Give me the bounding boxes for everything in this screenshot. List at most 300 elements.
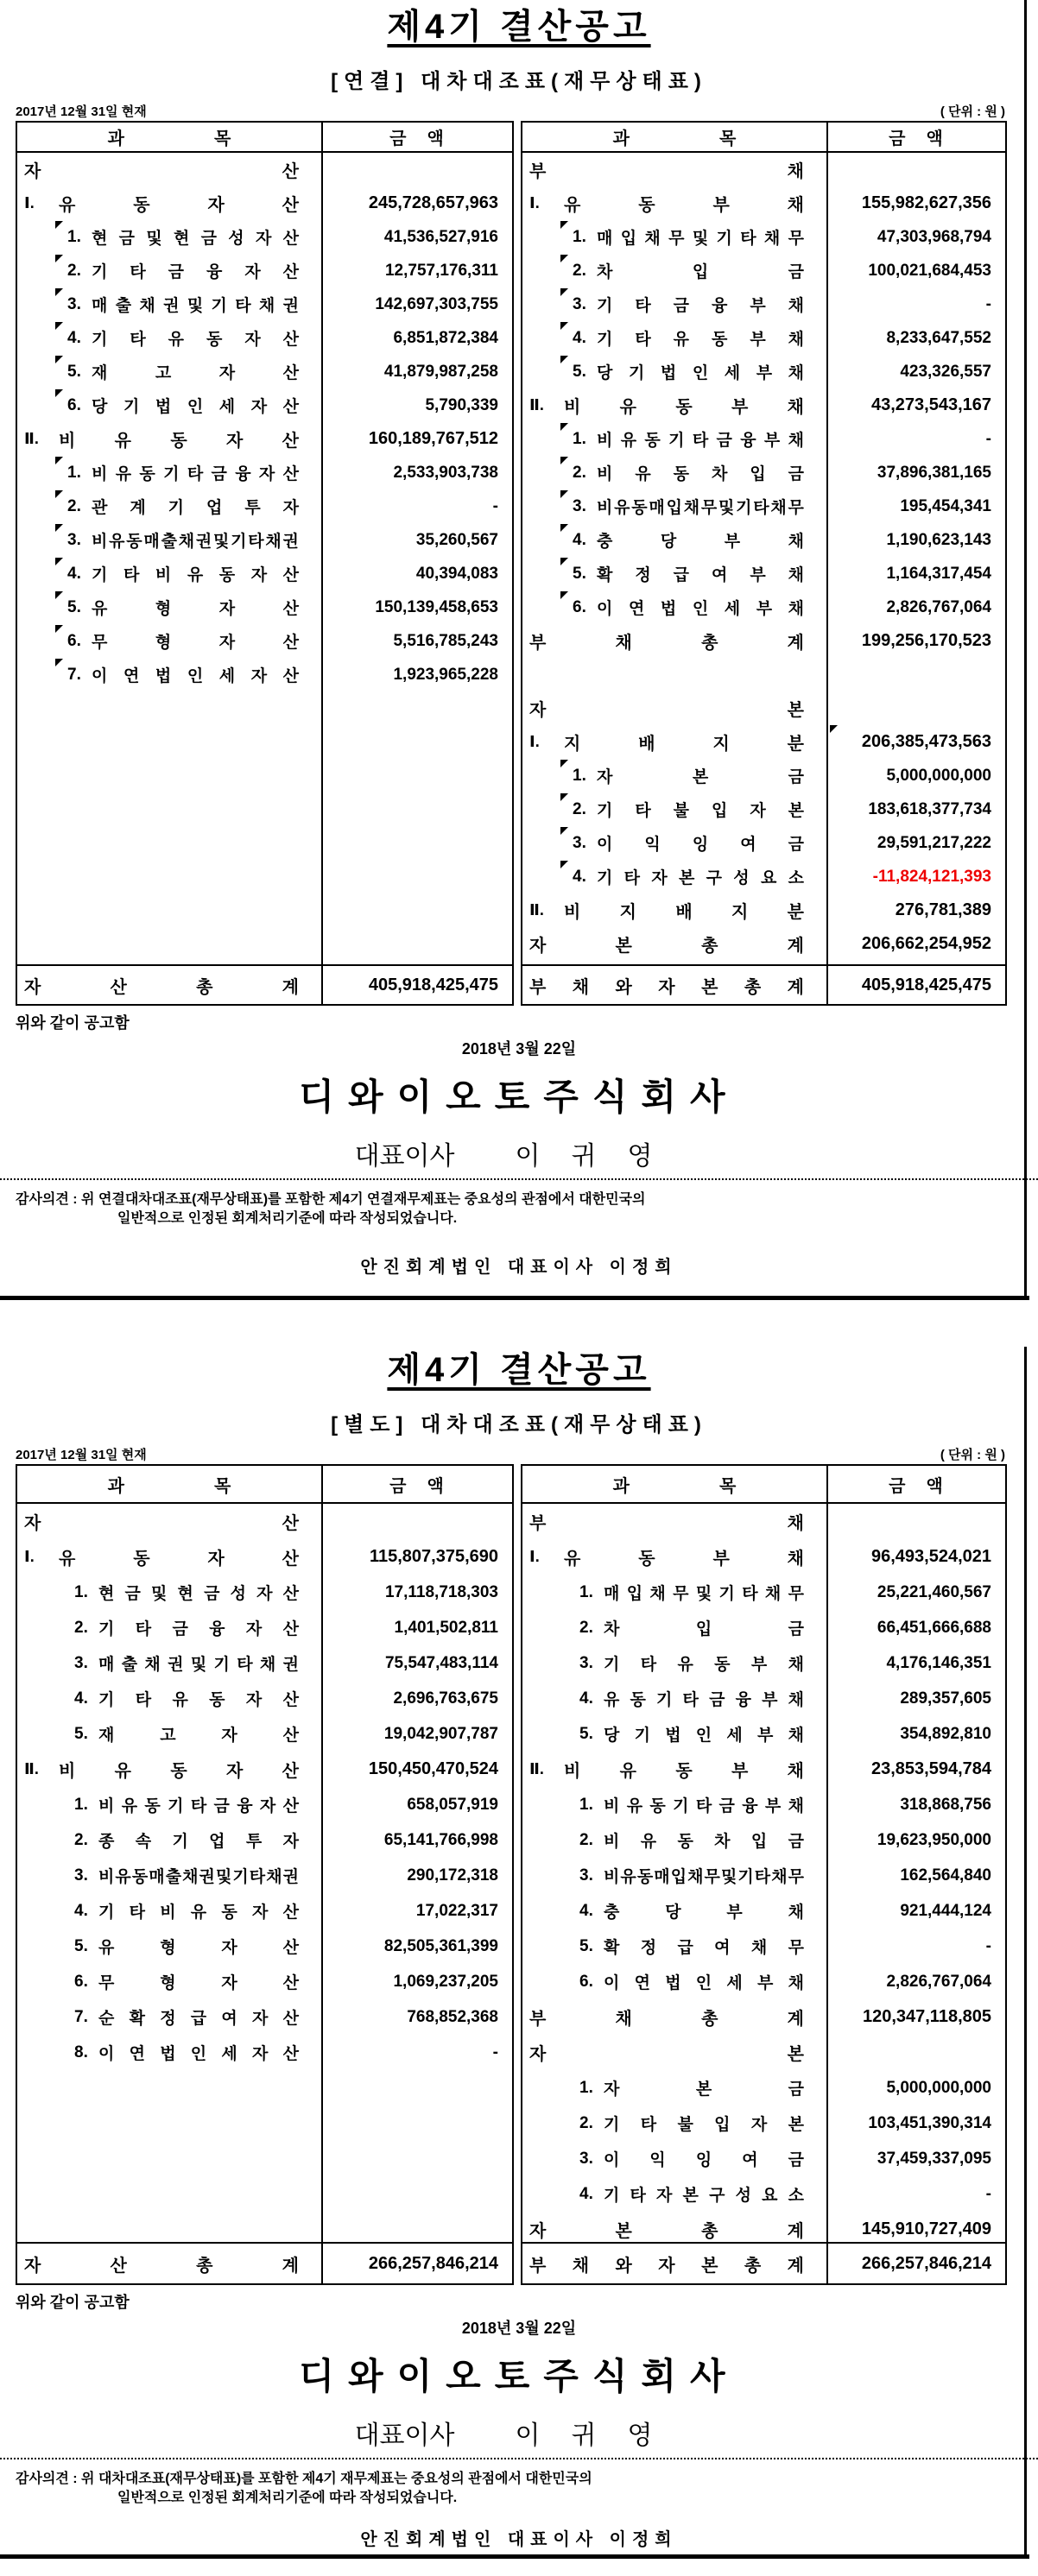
item-number: 3. <box>67 530 81 549</box>
item-cell <box>522 2035 826 2070</box>
table-row <box>522 489 1005 523</box>
item-cell <box>17 1964 321 1999</box>
print-artifact-tick <box>560 423 568 431</box>
account-label: 매 입 채 무 및 기 타 채 무 <box>604 1585 804 1603</box>
item-number: 4. <box>74 1901 88 1920</box>
account-label: 자 산 <box>24 162 299 181</box>
amount-value: 768,852,368 <box>407 2007 498 2026</box>
amount-value: 75,547,483,114 <box>384 1653 498 1672</box>
table-header-row <box>522 1466 1005 1504</box>
amount-value: 1,190,623,143 <box>886 530 991 549</box>
header-char: 금 <box>889 1476 906 1496</box>
amount-column-header <box>321 1472 512 1497</box>
amount-value: 82,505,361,399 <box>383 1936 498 1955</box>
item-cell <box>522 153 826 186</box>
account-label: 기 타 불 입 자 본 <box>604 2116 804 2134</box>
column-divider <box>826 123 828 1004</box>
account-label: 자 본 금 <box>597 768 804 786</box>
table-row <box>522 287 1005 321</box>
company-name: 디와이오토주식회사 <box>299 2356 739 2396</box>
amount-value: 245,728,657,963 <box>368 193 498 212</box>
total-amount-cell: 266,257,846,214 <box>861 2253 991 2273</box>
unit-label: ( 단위 : 원 ) <box>940 1448 1005 1462</box>
item-cell <box>522 186 826 220</box>
table-row <box>522 826 1005 860</box>
item-number: 2. <box>67 496 81 515</box>
amount-value: 47,303,968,794 <box>877 227 991 246</box>
header-char: 금 <box>389 129 407 148</box>
amount-cell <box>826 1787 1005 1822</box>
table-row <box>522 658 1005 691</box>
item-number: 5. <box>579 1724 593 1743</box>
amount-cell <box>321 456 512 489</box>
account-label: 지 배 지 분 <box>564 735 804 754</box>
audit-opinion-line2: 일반적으로 인정된 회계처리기준에 따라 작성되었습니다. <box>117 1211 458 1226</box>
amount-value: 115,807,375,690 <box>369 1547 498 1566</box>
account-label: 비 유 동 매 출 채 권 및 기 타 채 권 <box>92 533 299 551</box>
amount-value: 423,326,557 <box>900 362 991 381</box>
amount-value: 19,623,950,000 <box>877 1830 991 1849</box>
amount-value: 100,021,684,453 <box>868 261 991 280</box>
item-number: 2. <box>579 1830 593 1849</box>
item-cell <box>522 658 826 691</box>
account-label: 비 유 동 기 타 금 융 부 채 <box>604 1797 804 1815</box>
ceo-name: 이귀영 <box>515 2421 684 2450</box>
item-number: 6. <box>579 1972 593 1991</box>
meta-row <box>16 102 1005 119</box>
ceo-title: 대표이사 <box>354 2421 455 2450</box>
table-row <box>17 1610 512 1645</box>
amount-cell <box>826 489 1005 523</box>
amount-cell <box>826 557 1005 590</box>
amount-value: 120,347,118,805 <box>862 2007 991 2026</box>
item-number: 4. <box>573 328 586 347</box>
header-char: 목 <box>214 1476 231 1496</box>
table-row <box>522 893 1005 927</box>
account-label: 부 채 총 계 <box>529 2010 804 2029</box>
item-cell <box>522 1504 826 1539</box>
amount-cell <box>321 557 512 590</box>
amount-cell <box>826 792 1005 826</box>
item-cell <box>522 893 826 927</box>
table-row <box>17 1575 512 1610</box>
table-row <box>522 927 1005 961</box>
as-of-date: 2017년 12월 31일 현재 <box>16 104 147 119</box>
amount-cell <box>321 1752 512 1787</box>
table-row <box>522 2141 1005 2176</box>
amount-value: 2,826,767,064 <box>886 1972 991 1991</box>
account-label: 유 형 자 산 <box>98 1939 299 1957</box>
liabilities-equity-table <box>521 121 1007 1006</box>
item-number: 1. <box>579 2078 593 2097</box>
item-cell <box>522 456 826 489</box>
account-label: 이 익 잉 여 금 <box>604 2151 804 2169</box>
amount-cell <box>826 355 1005 388</box>
roman-numeral: Ⅰ. <box>529 1548 540 1565</box>
table-row <box>17 456 512 489</box>
item-number: 3. <box>579 2149 593 2168</box>
account-label: 비 유 동 기 타 금 융 부 채 <box>597 432 804 450</box>
item-number: 3. <box>573 294 586 313</box>
item-cell <box>522 1539 826 1575</box>
table-row <box>522 2212 1005 2242</box>
item-cell <box>522 2070 826 2106</box>
item-number: 1. <box>67 463 81 482</box>
amount-cell <box>826 860 1005 893</box>
account-label: 자 본 <box>529 701 804 720</box>
account-label: 기 타 자 본 구 성 요 소 <box>597 869 804 887</box>
table-row <box>522 860 1005 893</box>
amount-value: - <box>492 2042 498 2061</box>
item-cell <box>17 1610 321 1645</box>
amount-value: 2,826,767,064 <box>886 597 991 616</box>
section-separator-line <box>0 1296 1029 1300</box>
item-cell <box>17 590 321 624</box>
amount-cell <box>321 489 512 523</box>
print-artifact-tick <box>830 725 838 733</box>
account-label: 기 타 유 동 부 채 <box>604 1656 804 1674</box>
account-label: 이 연 법 인 세 부 채 <box>597 600 804 618</box>
amount-cell <box>321 1822 512 1858</box>
account-label: 종 속 기 업 투 자 <box>98 1833 299 1851</box>
assets-table <box>16 1464 514 2285</box>
amount-cell <box>321 254 512 287</box>
unit-label: ( 단위 : 원 ) <box>940 104 1005 119</box>
amount-value: 6,851,872,384 <box>393 328 498 347</box>
table-row <box>522 388 1005 422</box>
account-label: 확 정 급 여 부 채 <box>597 566 804 584</box>
item-number: 3. <box>74 1866 88 1885</box>
amount-value: 5,790,339 <box>425 395 498 414</box>
item-number: 4. <box>573 867 586 886</box>
statement-subtitle: [연결] 대차대조표(재무상태표) <box>331 70 707 93</box>
item-number: 2. <box>67 261 81 280</box>
amount-value: 66,451,666,688 <box>877 1618 991 1637</box>
account-label: 매 입 채 무 및 기 타 채 무 <box>597 230 804 248</box>
item-number: 1. <box>74 1582 88 1601</box>
item-cell <box>522 287 826 321</box>
amount-cell <box>826 1858 1005 1893</box>
amount-value: 1,401,502,811 <box>394 1618 498 1637</box>
item-number: 5. <box>74 1724 88 1743</box>
total-amount-cell: 266,257,846,214 <box>368 2253 498 2273</box>
total-label-cell <box>17 966 321 1004</box>
item-number: 1. <box>67 227 81 246</box>
amount-cell <box>321 1681 512 1716</box>
item-column-header <box>17 124 321 149</box>
table-row <box>17 658 512 691</box>
table-row <box>522 590 1005 624</box>
item-cell <box>17 287 321 321</box>
item-cell <box>522 2106 826 2141</box>
print-artifact-tick <box>560 356 568 363</box>
item-cell <box>522 254 826 287</box>
table-row <box>522 624 1005 658</box>
table-row <box>522 355 1005 388</box>
table-row <box>522 2035 1005 2070</box>
item-cell <box>522 1645 826 1681</box>
account-label: 자 본 총 계 <box>529 937 804 956</box>
item-cell <box>522 792 826 826</box>
table-row <box>17 388 512 422</box>
account-label: 당 기 법 인 세 부 채 <box>604 1727 804 1745</box>
account-label: 기 타 비 유 동 자 산 <box>98 1904 299 1922</box>
account-label: 이 익 잉 여 금 <box>597 836 804 854</box>
column-divider <box>321 1466 323 2283</box>
statement-subtitle: [별도] 대차대조표(재무상태표) <box>331 1413 707 1436</box>
item-cell <box>17 1539 321 1575</box>
account-label: 비 유 동 자 산 <box>59 432 299 451</box>
amount-value: 921,444,124 <box>900 1901 991 1920</box>
item-cell <box>17 1858 321 1893</box>
account-label: 비 유 동 기 타 금 융 자 산 <box>92 465 299 483</box>
amount-column-header <box>826 1472 1005 1497</box>
amount-cell <box>321 624 512 658</box>
amount-cell <box>826 1822 1005 1858</box>
page-title: 제4기 결산공고 <box>387 1351 651 1389</box>
table-row <box>522 220 1005 254</box>
item-number: 4. <box>579 1689 593 1708</box>
item-cell <box>17 658 321 691</box>
table-row <box>17 523 512 557</box>
item-column-header <box>17 1472 321 1497</box>
table-row <box>522 1504 1005 1539</box>
account-label: 비 유 동 매 출 채 권 및 기 타 채 권 <box>98 1868 299 1886</box>
amount-value: 1,923,965,228 <box>393 665 498 684</box>
amount-value: 160,189,767,512 <box>368 429 498 448</box>
balance-sheet-tables <box>16 1464 1007 2285</box>
amount-cell <box>826 759 1005 792</box>
table-row <box>522 523 1005 557</box>
amount-value: 17,022,317 <box>415 1901 498 1920</box>
table-row <box>17 624 512 658</box>
amount-value: - <box>985 294 991 313</box>
item-cell <box>522 927 826 961</box>
item-cell <box>17 557 321 590</box>
item-number: 3. <box>579 1866 593 1885</box>
amount-value: 35,260,567 <box>415 530 498 549</box>
item-number: 7. <box>67 665 81 684</box>
account-label: 비 유 동 기 타 금 융 자 산 <box>98 1797 299 1815</box>
item-cell <box>17 388 321 422</box>
account-label: 비 지 배 지 분 <box>564 903 804 922</box>
dotted-divider <box>0 1178 1038 1180</box>
item-number: 2. <box>573 799 586 818</box>
item-cell <box>522 2212 826 2242</box>
amount-column-header <box>826 124 1005 149</box>
header-char: 과 <box>107 1476 124 1496</box>
account-label: 이 연 법 인 세 자 산 <box>98 2045 299 2063</box>
page-edge-rule-bottom <box>1024 1347 1027 2557</box>
audit-opinion-line2: 일반적으로 인정된 회계처리기준에 따라 작성되었습니다. <box>117 2491 458 2505</box>
item-cell <box>522 590 826 624</box>
amount-value: 290,172,318 <box>407 1866 498 1885</box>
item-number: 2. <box>579 2113 593 2132</box>
account-label: 기 타 유 동 자 산 <box>92 331 299 349</box>
account-label: 비 유 동 부 채 <box>564 1762 804 1781</box>
amount-cell <box>826 2106 1005 2141</box>
amount-cell <box>826 927 1005 961</box>
amount-value: -11,824,121,393 <box>872 867 991 886</box>
account-label: 매 출 채 권 및 기 타 채 권 <box>92 297 299 315</box>
table-row <box>522 456 1005 489</box>
account-label: 기 타 금 융 자 산 <box>92 263 299 281</box>
table-row <box>17 422 512 456</box>
amount-cell <box>321 1893 512 1929</box>
print-artifact-tick <box>55 255 63 262</box>
account-label: 기 타 유 동 자 산 <box>98 1691 299 1709</box>
account-label: 유 동 자 산 <box>59 196 299 215</box>
item-number: 6. <box>573 597 586 616</box>
announcement-date: 2018년 3월 22일 <box>461 2320 577 2337</box>
table-row <box>522 1893 1005 1929</box>
item-cell <box>17 456 321 489</box>
print-artifact-tick <box>560 322 568 330</box>
table-row <box>17 1716 512 1752</box>
roman-numeral: Ⅰ. <box>24 1548 35 1565</box>
roman-numeral: Ⅰ. <box>529 733 540 750</box>
table-row <box>17 489 512 523</box>
account-label: 자 본 총 계 <box>529 2222 804 2241</box>
account-label: 비 유 동 매 입 채 무 및 기 타 채 무 <box>604 1868 804 1886</box>
table-row <box>17 254 512 287</box>
amount-value: 23,853,594,784 <box>870 1759 991 1778</box>
total-amount-cell: 405,918,425,475 <box>368 975 498 994</box>
amount-cell <box>321 321 512 355</box>
print-artifact-tick <box>55 659 63 666</box>
account-label: 비 유 동 부 채 <box>564 398 804 417</box>
account-label: 순 확 정 급 여 자 산 <box>98 2010 299 2028</box>
header-char: 금 <box>389 1476 407 1496</box>
header-char: 과 <box>612 129 630 148</box>
item-number: 1. <box>573 766 586 785</box>
table-row <box>522 1645 1005 1681</box>
print-artifact-tick <box>55 356 63 363</box>
amount-value: 5,000,000,000 <box>886 766 991 785</box>
amount-cell <box>826 2176 1005 2212</box>
item-number: 1. <box>573 227 586 246</box>
print-artifact-tick <box>560 827 568 835</box>
item-column-header <box>522 1472 826 1497</box>
account-label: 유 동 자 산 <box>59 1550 299 1569</box>
amount-cell <box>321 153 512 186</box>
item-number: 1. <box>74 1795 88 1814</box>
table-row <box>17 1964 512 1999</box>
account-label: 기 타 금 융 자 산 <box>98 1620 299 1638</box>
amount-value: 145,910,727,409 <box>861 2219 991 2238</box>
account-label: 확 정 급 여 채 무 <box>604 1939 804 1957</box>
header-char: 목 <box>719 1476 737 1496</box>
amount-value: 195,454,341 <box>900 496 991 515</box>
item-cell <box>522 1787 826 1822</box>
item-number: 3. <box>573 833 586 852</box>
table-row <box>17 1752 512 1787</box>
amount-cell <box>826 691 1005 725</box>
table-row <box>17 1858 512 1893</box>
amount-value: 1,069,237,205 <box>393 1972 498 1991</box>
item-cell <box>17 1929 321 1964</box>
table-row <box>522 1858 1005 1893</box>
amount-cell <box>826 1681 1005 1716</box>
item-cell <box>17 1504 321 1539</box>
print-artifact-tick <box>55 490 63 498</box>
as-of-date: 2017년 12월 31일 현재 <box>16 1448 147 1462</box>
amount-cell <box>826 456 1005 489</box>
amount-cell <box>826 254 1005 287</box>
amount-value: 5,516,785,243 <box>393 631 498 650</box>
amount-cell <box>826 2141 1005 2176</box>
amount-value: 1,164,317,454 <box>886 564 991 583</box>
print-artifact-tick <box>560 760 568 767</box>
amount-value: 289,357,605 <box>900 1689 991 1708</box>
amount-value: - <box>492 496 498 515</box>
item-cell <box>17 624 321 658</box>
amount-cell <box>321 422 512 456</box>
item-cell <box>522 1929 826 1964</box>
item-number: 5. <box>67 362 81 381</box>
account-label: 무 형 자 산 <box>92 634 299 652</box>
item-number: 4. <box>573 530 586 549</box>
account-label: 부 채 <box>529 162 804 181</box>
item-cell <box>17 1716 321 1752</box>
amount-cell <box>826 2212 1005 2242</box>
item-number: 3. <box>579 1653 593 1672</box>
table-row <box>522 1929 1005 1964</box>
account-label: 자 산 <box>24 1514 299 1533</box>
account-label: 현 금 및 현 금 성 자 산 <box>98 1585 299 1603</box>
print-artifact-tick <box>55 389 63 397</box>
item-cell <box>522 1575 826 1610</box>
table-header-row <box>17 123 512 153</box>
item-number: 3. <box>74 1653 88 1672</box>
item-cell <box>522 388 826 422</box>
print-artifact-tick <box>55 558 63 565</box>
table-row <box>522 1575 1005 1610</box>
total-label-cell <box>522 2244 826 2283</box>
amount-value: 206,662,254,952 <box>861 934 991 953</box>
amount-value: 150,450,470,524 <box>368 1759 498 1778</box>
item-cell <box>522 1681 826 1716</box>
account-label: 유 동 부 채 <box>564 1550 804 1569</box>
account-label: 부 채 와 자 본 총 계 <box>529 977 804 997</box>
amount-cell <box>826 1645 1005 1681</box>
account-label: 자 본 금 <box>604 2080 804 2099</box>
item-cell <box>522 826 826 860</box>
print-artifact-tick <box>55 322 63 330</box>
table-row <box>522 759 1005 792</box>
account-label: 부 채 총 계 <box>529 634 804 653</box>
amount-value: 37,896,381,165 <box>877 463 991 482</box>
table-row <box>17 1822 512 1858</box>
table-row <box>522 153 1005 186</box>
amount-cell <box>321 1539 512 1575</box>
roman-numeral: Ⅱ. <box>24 1760 39 1777</box>
item-cell <box>17 153 321 186</box>
column-divider <box>826 1466 828 2283</box>
print-artifact-tick <box>560 793 568 801</box>
item-cell <box>522 1964 826 1999</box>
table-row <box>17 186 512 220</box>
account-label: 차 입 금 <box>597 263 804 281</box>
item-cell <box>522 1858 826 1893</box>
amount-cell <box>826 2035 1005 2070</box>
table-row <box>522 1752 1005 1787</box>
item-cell <box>522 523 826 557</box>
amount-cell <box>826 1752 1005 1787</box>
table-header-row <box>17 1466 512 1504</box>
account-label: 재 고 자 산 <box>98 1727 299 1745</box>
amount-cell <box>826 1964 1005 1999</box>
